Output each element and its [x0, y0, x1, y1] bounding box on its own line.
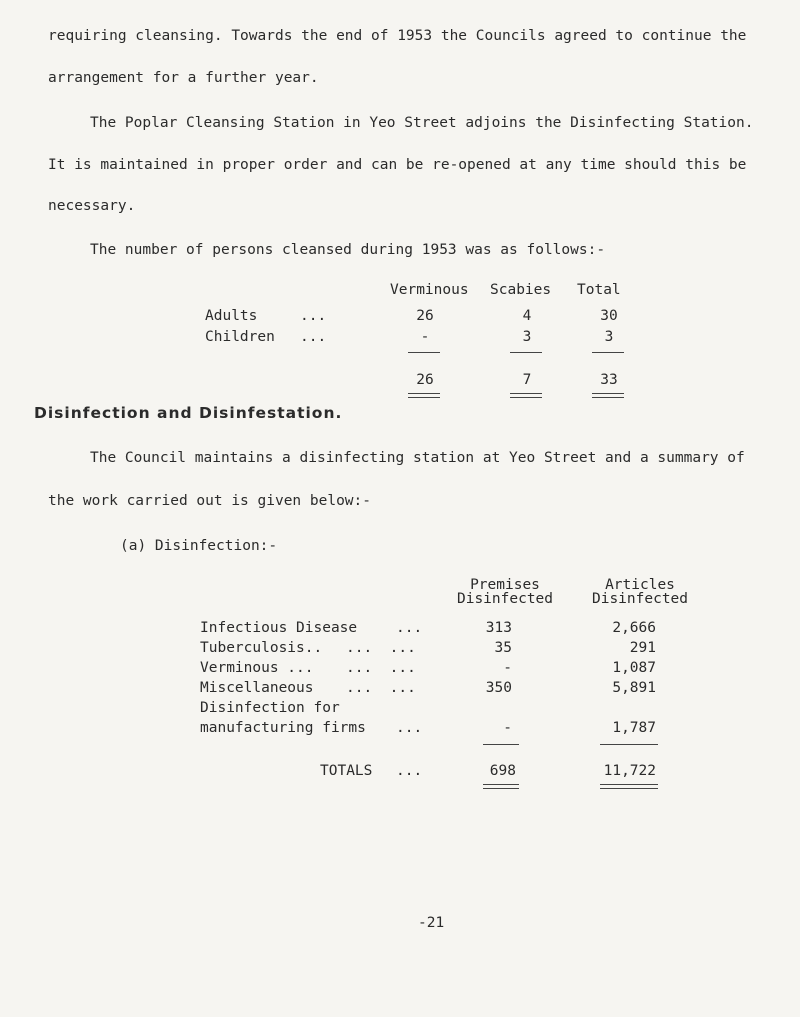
- totals-label: TOTALS: [320, 763, 373, 779]
- row-label-adults: Adults: [205, 308, 258, 324]
- column-header-total: Total: [577, 282, 621, 298]
- total-articles: 11,722: [603, 763, 656, 779]
- leader-dots: ...: [300, 308, 327, 324]
- paragraph-text: It is maintained in proper order and can be re-opened at any time should this be: [48, 157, 747, 173]
- paragraph-text: The Poplar Cleansing Station in Yeo Street adjoins the Disinfecting Station.: [90, 115, 754, 131]
- column-header-articles: Disinfected: [591, 591, 689, 607]
- column-header-premises: Premises: [470, 577, 540, 593]
- row-label: Tuberculosis..: [200, 640, 323, 656]
- cell-premises: 35: [494, 640, 512, 656]
- leader-dots: ...: [396, 763, 423, 779]
- cell-premises: -: [503, 720, 512, 736]
- row-label-children: Children: [205, 329, 275, 345]
- page-number: -21: [418, 915, 445, 931]
- paragraph-text: The Council maintains a disinfecting station at Yeo Street and a summary of: [90, 450, 745, 466]
- paragraph-text: the work carried out is given below:-: [48, 493, 372, 509]
- column-header-scabies: Scabies: [490, 282, 552, 298]
- cell-articles: 5,891: [612, 680, 656, 696]
- leader-dots: ... ...: [346, 660, 416, 676]
- cell-articles: 291: [629, 640, 656, 656]
- paragraph-text: requiring cleansing. Towards the end of 1953 the Councils agreed to continue the: [48, 28, 747, 44]
- cell-total: 30: [600, 308, 618, 324]
- subtotal-rule: [600, 744, 658, 745]
- row-label: Disinfection for: [200, 700, 340, 716]
- subtotal-rule: [510, 352, 542, 353]
- column-header-verminous: Verminous: [390, 282, 469, 298]
- row-label: Miscellaneous: [200, 680, 314, 696]
- row-label: Infectious Disease: [200, 620, 358, 636]
- leader-dots: ...: [300, 329, 327, 345]
- total-double-rule: [510, 393, 542, 398]
- cell-articles: 2,666: [612, 620, 656, 636]
- total-double-rule: [600, 784, 658, 789]
- cell-total: 3: [604, 329, 614, 345]
- paragraph-text: arrangement for a further year.: [48, 70, 319, 86]
- cell-verminous: -: [420, 329, 430, 345]
- row-label: Verminous ...: [200, 660, 314, 676]
- cell-premises: 313: [485, 620, 512, 636]
- section-heading: Disinfection and Disinfestation.: [34, 404, 343, 422]
- total-double-rule: [408, 393, 440, 398]
- cell-verminous: 26: [416, 308, 434, 324]
- subtotal-rule: [408, 352, 440, 353]
- column-header-articles: Articles: [605, 577, 675, 593]
- total-double-rule: [592, 393, 624, 398]
- cell-scabies: 4: [522, 308, 532, 324]
- subtotal-rule: [483, 744, 519, 745]
- cell-premises: -: [503, 660, 512, 676]
- total-premises: 698: [489, 763, 516, 779]
- leader-dots: ... ...: [346, 680, 416, 696]
- total-total: 33: [600, 372, 618, 388]
- column-header-premises: Disinfected: [456, 591, 554, 607]
- leader-dots: ...: [396, 720, 423, 736]
- cell-premises: 350: [485, 680, 512, 696]
- cell-articles: 1,787: [612, 720, 656, 736]
- subheading: (a) Disinfection:-: [120, 538, 278, 554]
- total-double-rule: [483, 784, 519, 789]
- paragraph-text: necessary.: [48, 198, 136, 214]
- subtotal-rule: [592, 352, 624, 353]
- leader-dots: ...: [396, 620, 423, 636]
- total-verminous: 26: [416, 372, 434, 388]
- row-label: manufacturing firms: [200, 720, 366, 736]
- leader-dots: ... ...: [346, 640, 416, 656]
- total-scabies: 7: [522, 372, 532, 388]
- paragraph-text: The number of persons cleansed during 1953 was as follows:-: [90, 242, 606, 258]
- cell-scabies: 3: [522, 329, 532, 345]
- cell-articles: 1,087: [612, 660, 656, 676]
